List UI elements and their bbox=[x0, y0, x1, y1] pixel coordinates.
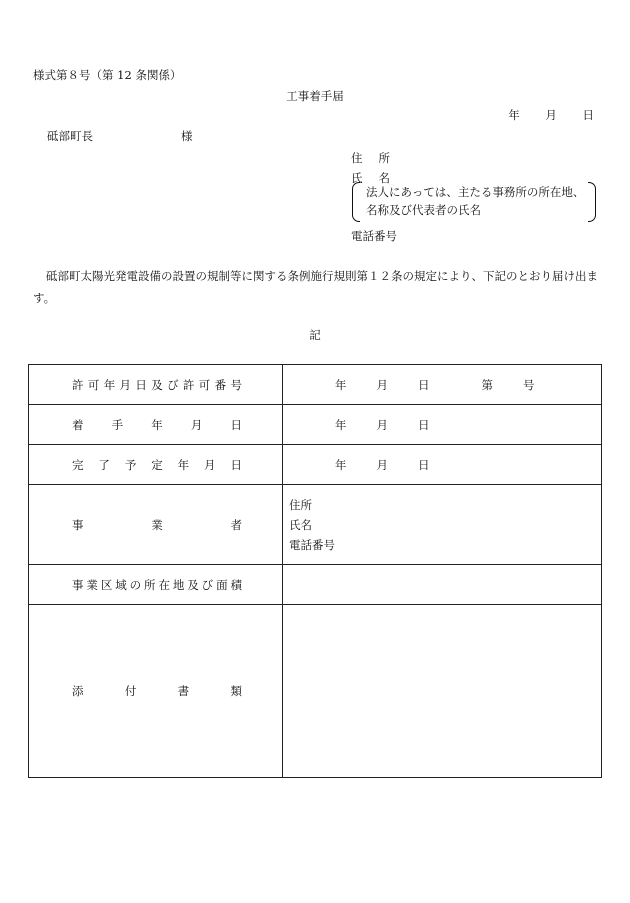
attached-documents-value[interactable] bbox=[283, 605, 602, 778]
address-label-row[interactable]: 住 所 bbox=[351, 151, 390, 165]
date-day-label: 日 bbox=[582, 108, 594, 122]
operator-name-label: 氏名 bbox=[289, 517, 312, 532]
permit-date-number-value[interactable]: 年 月 日 第 号 bbox=[283, 365, 602, 405]
table-row bbox=[29, 405, 602, 445]
business-operator-value[interactable] bbox=[283, 485, 602, 565]
completion-date-label: 完 了 予 定 年 月 日 bbox=[29, 445, 283, 485]
business-area-label: 事 業 区 域 の 所 在 地 及 び 面 積 bbox=[29, 565, 283, 605]
date-year-label: 年 bbox=[508, 108, 520, 122]
form-table bbox=[28, 364, 602, 778]
table-row bbox=[29, 445, 602, 485]
completion-date-value[interactable]: 年 月 日 bbox=[283, 445, 602, 485]
corporate-note-line1: 法人にあっては、主たる事務所の所在地、 bbox=[366, 185, 585, 199]
table-row bbox=[29, 365, 602, 405]
honorific: 様 bbox=[181, 129, 193, 143]
table-row bbox=[29, 565, 602, 605]
name-label-row[interactable]: 氏 名 bbox=[351, 171, 390, 185]
ki-heading: 記 bbox=[309, 328, 321, 342]
document-title: 工事着手届 bbox=[286, 89, 344, 103]
body-text: 砥部町太陽光発電設備の設置の規制等に関する条例施行規則第１２条の規定により、下記のとおり届け出ます。 bbox=[33, 269, 598, 305]
business-area-value[interactable] bbox=[283, 565, 602, 605]
business-operator-label: 事 業 者 bbox=[29, 485, 283, 565]
date-field[interactable] bbox=[486, 107, 594, 123]
operator-phone-label: 電話番号 bbox=[289, 537, 335, 552]
date-month-label: 月 bbox=[545, 108, 557, 122]
start-date-label: 着 手 年 月 日 bbox=[29, 405, 283, 445]
corporate-note-line2: 名称及び代表者の氏名 bbox=[366, 203, 481, 217]
table-row bbox=[29, 485, 602, 565]
permit-date-number-label: 許 可 年 月 日 及 び 許 可 番 号 bbox=[29, 365, 283, 405]
form-number: 様式第８号（第 12 条関係） bbox=[33, 68, 182, 82]
addressee: 砥部町長 bbox=[47, 129, 93, 143]
phone-label[interactable]: 電話番号 bbox=[351, 229, 397, 243]
table-row bbox=[29, 605, 602, 778]
corporate-note-bracket bbox=[352, 182, 596, 220]
left-bracket bbox=[352, 182, 360, 222]
operator-address-label: 住所 bbox=[289, 497, 312, 512]
start-date-value[interactable]: 年 月 日 bbox=[283, 405, 602, 445]
right-bracket bbox=[588, 182, 596, 222]
attached-documents-label: 添 付 書 類 bbox=[29, 605, 283, 778]
